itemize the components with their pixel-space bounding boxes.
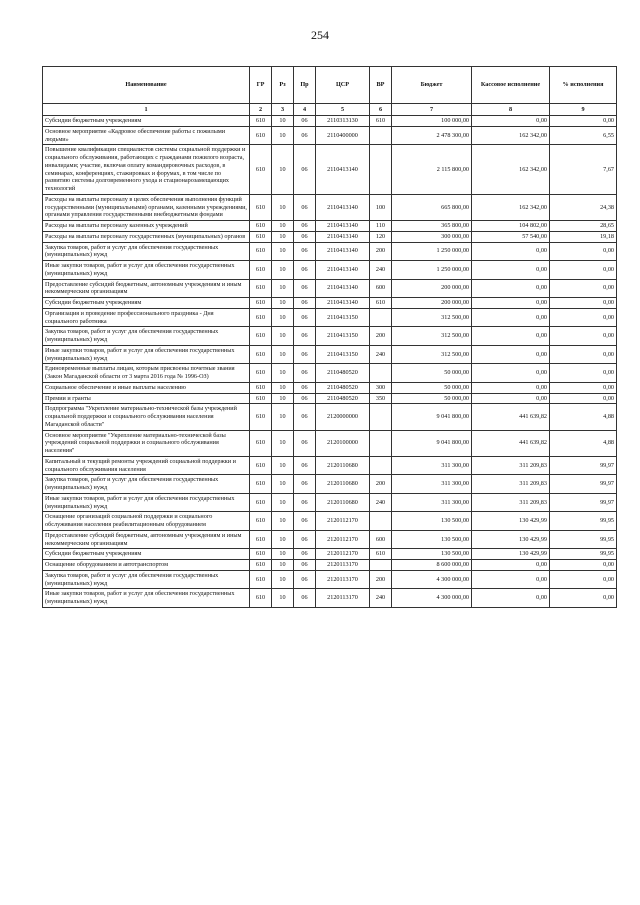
cell-budget: 665 800,00 — [392, 194, 472, 220]
cell-pr: 06 — [294, 404, 316, 430]
table-row — [43, 298, 617, 309]
table-row — [43, 194, 617, 220]
cell-pr: 06 — [294, 231, 316, 242]
cell-name: Иные закупки товаров, работ и услуг для обеспечения государственных (муниципальных) нужд — [43, 345, 250, 364]
cell-name: Расходы на выплаты персоналу в целях обеспечения выполнения функций государственными (муниципальными) органами, казенными учреждениями, органами управления государственными внебюджетными фондами — [43, 194, 250, 220]
cell-percent: 0,00 — [550, 393, 617, 404]
cell-budget: 130 500,00 — [392, 530, 472, 549]
cell-vr: 240 — [370, 261, 392, 280]
cell-csr: 2120100000 — [316, 430, 370, 456]
cell-vr: 240 — [370, 493, 392, 512]
cell-cash: 311 209,83 — [472, 475, 550, 494]
cell-rz: 10 — [272, 279, 294, 298]
cell-name: Закупка товаров, работ и услуг для обеспечения государственных (муниципальных) нужд — [43, 242, 250, 261]
cell-percent: 0,00 — [550, 382, 617, 393]
cell-cash: 104 802,00 — [472, 221, 550, 232]
header-pr: Пр — [294, 67, 316, 104]
cell-rz: 10 — [272, 364, 294, 383]
cell-name: Субсидии бюджетным учреждениям — [43, 116, 250, 127]
cell-vr: 610 — [370, 549, 392, 560]
table-row — [43, 279, 617, 298]
cell-gr: 610 — [250, 279, 272, 298]
cell-rz: 10 — [272, 242, 294, 261]
cell-pr: 06 — [294, 512, 316, 531]
cell-budget: 9 041 800,00 — [392, 404, 472, 430]
cell-budget: 2 115 800,00 — [392, 145, 472, 195]
cell-vr — [370, 145, 392, 195]
cell-budget: 4 300 000,00 — [392, 570, 472, 589]
header-gr: ГР — [250, 67, 272, 104]
cell-vr: 350 — [370, 393, 392, 404]
cell-rz: 10 — [272, 393, 294, 404]
header-percent: % исполнения — [550, 67, 617, 104]
cell-budget: 50 000,00 — [392, 364, 472, 383]
cell-pr: 06 — [294, 589, 316, 608]
cell-rz: 10 — [272, 560, 294, 571]
budget-table — [42, 66, 617, 608]
cell-csr: 2120112170 — [316, 530, 370, 549]
table-row — [43, 116, 617, 127]
cell-pr: 06 — [294, 345, 316, 364]
cell-name: Капитальный и текущий ремонты учреждений социальной поддержки и социального обслуживания населения — [43, 456, 250, 475]
cell-rz: 10 — [272, 589, 294, 608]
cell-vr: 110 — [370, 221, 392, 232]
cell-csr: 2110413140 — [316, 194, 370, 220]
cell-cash: 0,00 — [472, 279, 550, 298]
cell-csr: 2110413140 — [316, 279, 370, 298]
cell-percent: 0,00 — [550, 589, 617, 608]
table-row — [43, 308, 617, 327]
cell-percent: 6,55 — [550, 126, 617, 145]
header-cash: Кассовое исполнение — [472, 67, 550, 104]
cell-percent: 0,00 — [550, 364, 617, 383]
cell-csr: 2110413140 — [316, 261, 370, 280]
cell-percent: 0,00 — [550, 242, 617, 261]
cell-budget: 365 800,00 — [392, 221, 472, 232]
cell-gr: 610 — [250, 221, 272, 232]
cell-percent: 99,97 — [550, 493, 617, 512]
cell-gr: 610 — [250, 530, 272, 549]
cell-name: Иные закупки товаров, работ и услуг для обеспечения государственных (муниципальных) нужд — [43, 493, 250, 512]
cell-rz: 10 — [272, 493, 294, 512]
table-row — [43, 327, 617, 346]
cell-name: Повышение квалификации специалистов системы социальной поддержки и социального обслуживания, работающих с гражданами пожилого возраста, инвалидами; участие, включая оплату командировочных расходов, в семинарах, конференциях, стажировках и форумах, в том числе по развитию системы долговременного ухода и стационарозамещающих технологий — [43, 145, 250, 195]
cell-name: Иные закупки товаров, работ и услуг для обеспечения государственных (муниципальных) нужд — [43, 261, 250, 280]
cell-budget: 4 300 000,00 — [392, 589, 472, 608]
cell-name: Основное мероприятие "Укрепление материально-технической базы учреждений социальной поддержки и социального обслуживания населения" — [43, 430, 250, 456]
cell-cash: 130 429,99 — [472, 512, 550, 531]
cell-gr: 610 — [250, 345, 272, 364]
cell-rz: 10 — [272, 512, 294, 531]
cell-csr: 2110313130 — [316, 116, 370, 127]
cell-percent: 28,65 — [550, 221, 617, 232]
cell-gr: 610 — [250, 242, 272, 261]
cell-rz: 10 — [272, 116, 294, 127]
cell-rz: 10 — [272, 382, 294, 393]
cell-csr: 2120110680 — [316, 493, 370, 512]
cell-name: Премии и гранты — [43, 393, 250, 404]
cell-csr: 2110480520 — [316, 364, 370, 383]
cell-percent: 0,00 — [550, 308, 617, 327]
cell-rz: 10 — [272, 327, 294, 346]
table-row — [43, 126, 617, 145]
cell-budget: 9 041 800,00 — [392, 430, 472, 456]
cell-vr: 240 — [370, 589, 392, 608]
cell-vr — [370, 126, 392, 145]
cell-pr: 06 — [294, 221, 316, 232]
table-row — [43, 382, 617, 393]
cell-name: Закупка товаров, работ и услуг для обеспечения государственных (муниципальных) нужд — [43, 327, 250, 346]
cell-csr: 2110413140 — [316, 242, 370, 261]
cell-cash: 0,00 — [472, 261, 550, 280]
cell-csr: 2120112170 — [316, 512, 370, 531]
table-row — [43, 242, 617, 261]
cell-pr: 06 — [294, 364, 316, 383]
table-row — [43, 530, 617, 549]
cell-name: Субсидии бюджетным учреждениям — [43, 549, 250, 560]
cell-csr: 2120000000 — [316, 404, 370, 430]
cell-gr: 610 — [250, 145, 272, 195]
column-number: 6 — [370, 104, 392, 116]
cell-name: Оснащение организаций социальной поддержки и социального обслуживания населения реабилитационным оборудованием — [43, 512, 250, 531]
cell-cash: 311 209,83 — [472, 456, 550, 475]
cell-rz: 10 — [272, 456, 294, 475]
cell-vr: 100 — [370, 194, 392, 220]
cell-percent: 0,00 — [550, 116, 617, 127]
cell-csr: 2110480520 — [316, 382, 370, 393]
cell-vr: 600 — [370, 279, 392, 298]
cell-gr: 610 — [250, 116, 272, 127]
cell-csr: 2110413140 — [316, 221, 370, 232]
cell-vr — [370, 560, 392, 571]
cell-rz: 10 — [272, 345, 294, 364]
cell-budget: 200 000,00 — [392, 279, 472, 298]
cell-name: Расходы на выплаты персоналу казенных учреждений — [43, 221, 250, 232]
cell-pr: 06 — [294, 456, 316, 475]
cell-gr: 610 — [250, 456, 272, 475]
cell-gr: 610 — [250, 231, 272, 242]
column-number: 2 — [250, 104, 272, 116]
cell-cash: 0,00 — [472, 393, 550, 404]
cell-rz: 10 — [272, 549, 294, 560]
cell-pr: 06 — [294, 116, 316, 127]
header-rz: Рз — [272, 67, 294, 104]
cell-name: Социальное обеспечение и иные выплаты населению — [43, 382, 250, 393]
page-number: 254 — [311, 28, 329, 42]
cell-percent: 4,88 — [550, 404, 617, 430]
cell-percent: 99,95 — [550, 530, 617, 549]
cell-budget: 1 250 000,00 — [392, 242, 472, 261]
cell-budget: 2 478 300,00 — [392, 126, 472, 145]
header-csr: ЦСР — [316, 67, 370, 104]
cell-gr: 610 — [250, 382, 272, 393]
cell-rz: 10 — [272, 221, 294, 232]
cell-cash: 441 639,82 — [472, 430, 550, 456]
cell-rz: 10 — [272, 231, 294, 242]
cell-rz: 10 — [272, 261, 294, 280]
column-number: 1 — [43, 104, 250, 116]
cell-gr: 610 — [250, 194, 272, 220]
table-row — [43, 549, 617, 560]
cell-csr: 2120110680 — [316, 456, 370, 475]
cell-csr: 2110413150 — [316, 345, 370, 364]
cell-gr: 610 — [250, 298, 272, 309]
cell-budget: 312 500,00 — [392, 327, 472, 346]
cell-csr: 2110413140 — [316, 298, 370, 309]
cell-cash: 0,00 — [472, 589, 550, 608]
cell-cash: 0,00 — [472, 570, 550, 589]
cell-vr — [370, 308, 392, 327]
table-row — [43, 364, 617, 383]
table-row — [43, 221, 617, 232]
header-row — [43, 67, 617, 104]
cell-gr: 610 — [250, 404, 272, 430]
cell-cash: 0,00 — [472, 382, 550, 393]
cell-budget: 1 250 000,00 — [392, 261, 472, 280]
cell-pr: 06 — [294, 145, 316, 195]
cell-gr: 610 — [250, 589, 272, 608]
table-row — [43, 393, 617, 404]
table-row — [43, 493, 617, 512]
cell-cash: 130 429,99 — [472, 549, 550, 560]
column-number: 7 — [392, 104, 472, 116]
cell-percent: 99,97 — [550, 456, 617, 475]
cell-cash: 0,00 — [472, 364, 550, 383]
cell-percent: 4,88 — [550, 430, 617, 456]
cell-vr: 610 — [370, 298, 392, 309]
cell-rz: 10 — [272, 430, 294, 456]
cell-budget: 200 000,00 — [392, 298, 472, 309]
cell-cash: 162 342,00 — [472, 194, 550, 220]
cell-pr: 06 — [294, 493, 316, 512]
cell-percent: 99,97 — [550, 475, 617, 494]
cell-pr: 06 — [294, 194, 316, 220]
cell-rz: 10 — [272, 530, 294, 549]
cell-pr: 06 — [294, 298, 316, 309]
cell-gr: 610 — [250, 261, 272, 280]
cell-cash: 0,00 — [472, 560, 550, 571]
table-row — [43, 475, 617, 494]
cell-percent: 99,95 — [550, 549, 617, 560]
cell-budget: 311 300,00 — [392, 456, 472, 475]
cell-vr: 300 — [370, 382, 392, 393]
table-row — [43, 512, 617, 531]
cell-name: Предоставление субсидий бюджетным, автономным учреждениям и иным некоммерческим организациям — [43, 279, 250, 298]
cell-percent: 0,00 — [550, 345, 617, 364]
cell-budget: 130 500,00 — [392, 512, 472, 531]
cell-gr: 610 — [250, 493, 272, 512]
cell-gr: 610 — [250, 327, 272, 346]
cell-pr: 06 — [294, 549, 316, 560]
cell-pr: 06 — [294, 530, 316, 549]
cell-percent: 99,95 — [550, 512, 617, 531]
cell-vr: 200 — [370, 570, 392, 589]
cell-cash: 0,00 — [472, 327, 550, 346]
header-vr: ВР — [370, 67, 392, 104]
cell-cash: 0,00 — [472, 116, 550, 127]
table-row — [43, 261, 617, 280]
cell-pr: 06 — [294, 126, 316, 145]
cell-cash: 0,00 — [472, 298, 550, 309]
cell-vr: 120 — [370, 231, 392, 242]
cell-csr: 2120113170 — [316, 560, 370, 571]
cell-percent: 0,00 — [550, 570, 617, 589]
cell-gr: 610 — [250, 560, 272, 571]
cell-csr: 2110400000 — [316, 126, 370, 145]
cell-pr: 06 — [294, 393, 316, 404]
cell-cash: 0,00 — [472, 308, 550, 327]
cell-vr — [370, 404, 392, 430]
cell-csr: 2110413150 — [316, 308, 370, 327]
cell-pr: 06 — [294, 560, 316, 571]
table-row — [43, 345, 617, 364]
cell-vr: 200 — [370, 327, 392, 346]
cell-cash: 311 209,83 — [472, 493, 550, 512]
cell-budget: 311 300,00 — [392, 475, 472, 494]
header-budget: Бюджет — [392, 67, 472, 104]
column-number: 3 — [272, 104, 294, 116]
cell-rz: 10 — [272, 570, 294, 589]
cell-cash: 130 429,99 — [472, 530, 550, 549]
cell-budget: 50 000,00 — [392, 382, 472, 393]
cell-name: Закупка товаров, работ и услуг для обеспечения государственных (муниципальных) нужд — [43, 570, 250, 589]
column-number: 8 — [472, 104, 550, 116]
cell-vr: 610 — [370, 116, 392, 127]
cell-cash: 441 639,82 — [472, 404, 550, 430]
table-row — [43, 589, 617, 608]
cell-gr: 610 — [250, 126, 272, 145]
cell-budget: 300 000,00 — [392, 231, 472, 242]
cell-gr: 610 — [250, 430, 272, 456]
header-name: Наименование — [43, 67, 250, 104]
column-number: 9 — [550, 104, 617, 116]
table-row — [43, 430, 617, 456]
cell-rz: 10 — [272, 404, 294, 430]
column-number: 5 — [316, 104, 370, 116]
cell-budget: 50 000,00 — [392, 393, 472, 404]
cell-pr: 06 — [294, 430, 316, 456]
cell-gr: 610 — [250, 364, 272, 383]
cell-name: Предоставление субсидий бюджетным, автономным учреждениям и иным некоммерческим организациям — [43, 530, 250, 549]
cell-gr: 610 — [250, 512, 272, 531]
cell-csr: 2110413140 — [316, 231, 370, 242]
table-row — [43, 404, 617, 430]
cell-vr — [370, 456, 392, 475]
cell-pr: 06 — [294, 382, 316, 393]
cell-budget: 311 300,00 — [392, 493, 472, 512]
cell-gr: 610 — [250, 308, 272, 327]
cell-name: Расходы на выплаты персоналу государственных (муниципальных) органов — [43, 231, 250, 242]
cell-budget: 312 500,00 — [392, 308, 472, 327]
cell-rz: 10 — [272, 194, 294, 220]
cell-budget: 100 000,00 — [392, 116, 472, 127]
cell-rz: 10 — [272, 475, 294, 494]
cell-percent: 24,38 — [550, 194, 617, 220]
table-row — [43, 145, 617, 195]
cell-name: Организация и проведение профессионального праздника - Дня социального работника — [43, 308, 250, 327]
cell-gr: 610 — [250, 393, 272, 404]
cell-vr — [370, 430, 392, 456]
cell-csr: 2120113170 — [316, 570, 370, 589]
cell-vr: 240 — [370, 345, 392, 364]
cell-name: Подпрограмма "Укрепление материально-технической базы учреждений социальной поддержки и социального обслуживания населения Магаданской области" — [43, 404, 250, 430]
cell-csr: 2120113170 — [316, 589, 370, 608]
cell-pr: 06 — [294, 308, 316, 327]
cell-pr: 06 — [294, 242, 316, 261]
cell-name: Оснащение оборудованием и автотранспортом — [43, 560, 250, 571]
cell-percent: 0,00 — [550, 327, 617, 346]
cell-gr: 610 — [250, 549, 272, 560]
cell-percent: 0,00 — [550, 279, 617, 298]
cell-csr: 2110480520 — [316, 393, 370, 404]
cell-pr: 06 — [294, 261, 316, 280]
cell-rz: 10 — [272, 308, 294, 327]
cell-budget: 130 500,00 — [392, 549, 472, 560]
cell-csr: 2110413150 — [316, 327, 370, 346]
cell-percent: 0,00 — [550, 560, 617, 571]
cell-name: Основное мероприятие «Кадровое обеспечение работы с пожилыми людьми» — [43, 126, 250, 145]
table-row — [43, 570, 617, 589]
cell-pr: 06 — [294, 475, 316, 494]
column-number: 4 — [294, 104, 316, 116]
table-row — [43, 456, 617, 475]
cell-csr: 2110413140 — [316, 145, 370, 195]
cell-gr: 610 — [250, 475, 272, 494]
cell-pr: 06 — [294, 279, 316, 298]
cell-cash: 162 342,00 — [472, 145, 550, 195]
cell-cash: 57 540,00 — [472, 231, 550, 242]
cell-rz: 10 — [272, 126, 294, 145]
cell-percent: 19,18 — [550, 231, 617, 242]
cell-percent: 0,00 — [550, 298, 617, 309]
cell-csr: 2120112170 — [316, 549, 370, 560]
cell-pr: 06 — [294, 327, 316, 346]
cell-vr: 200 — [370, 475, 392, 494]
cell-name: Единовременные выплаты лицам, которым присвоены почетные звания (Закон Магаданской области от 3 марта 2016 года № 1996-ОЗ) — [43, 364, 250, 383]
cell-percent: 0,00 — [550, 261, 617, 280]
cell-name: Субсидии бюджетным учреждениям — [43, 298, 250, 309]
table-row — [43, 231, 617, 242]
table-row — [43, 560, 617, 571]
cell-name: Иные закупки товаров, работ и услуг для обеспечения государственных (муниципальных) нужд — [43, 589, 250, 608]
cell-percent: 7,67 — [550, 145, 617, 195]
cell-cash: 0,00 — [472, 242, 550, 261]
cell-csr: 2120110680 — [316, 475, 370, 494]
cell-vr — [370, 512, 392, 531]
cell-vr: 200 — [370, 242, 392, 261]
cell-rz: 10 — [272, 145, 294, 195]
cell-cash: 0,00 — [472, 345, 550, 364]
cell-name: Закупка товаров, работ и услуг для обеспечения государственных (муниципальных) нужд — [43, 475, 250, 494]
column-number-row — [43, 104, 617, 116]
cell-cash: 162 342,00 — [472, 126, 550, 145]
cell-budget: 312 500,00 — [392, 345, 472, 364]
cell-rz: 10 — [272, 298, 294, 309]
cell-budget: 8 600 000,00 — [392, 560, 472, 571]
cell-vr: 600 — [370, 530, 392, 549]
cell-pr: 06 — [294, 570, 316, 589]
cell-vr — [370, 364, 392, 383]
cell-gr: 610 — [250, 570, 272, 589]
